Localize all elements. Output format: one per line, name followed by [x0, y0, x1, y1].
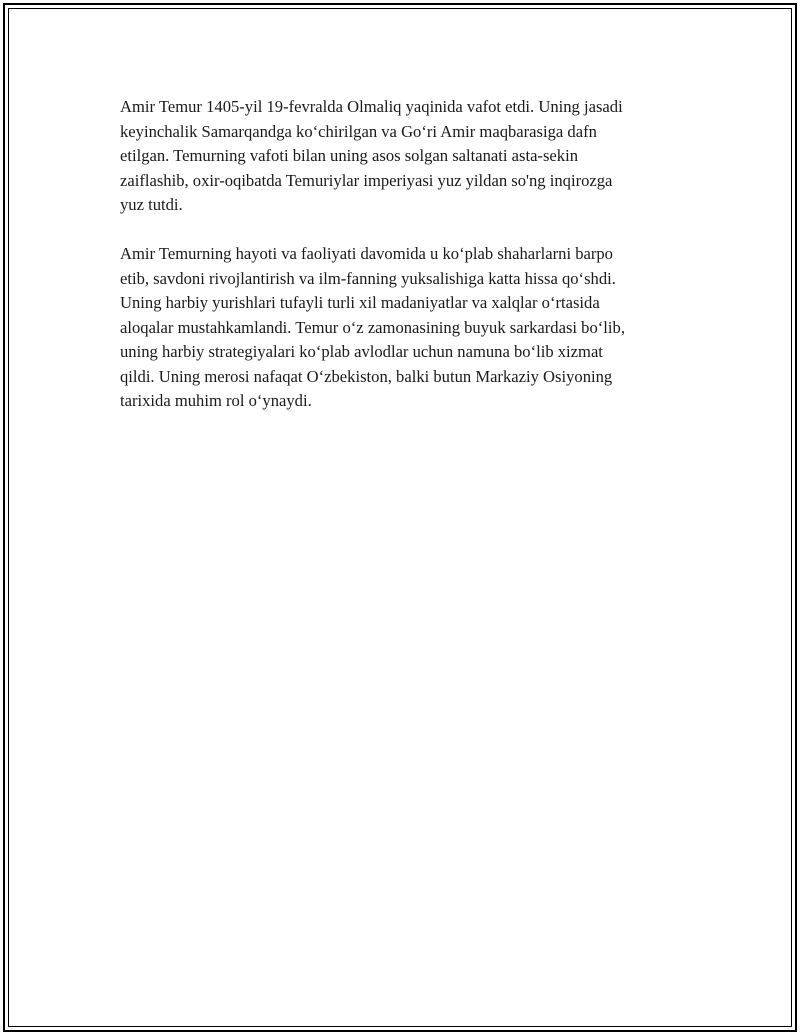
text-line: etilgan. Temurning vafoti bilan uning asos solgan saltanati asta-sekin [120, 146, 578, 165]
text-line: yuz tutdi. [120, 195, 183, 214]
text-line: zaiflashib, oxir-oqibatda Temuriylar imperiyasi yuz yildan so'ng inqirozga [120, 170, 613, 190]
paragraph-1 [120, 95, 710, 218]
text-line: keyinchalik Samarqandga ko‘chirilgan va Go‘ri Amir maqbarasiga dafn [120, 121, 597, 141]
text-line: aloqalar mustahkamlandi. Temur o‘z zamonasining buyuk sarkardasi bo‘lib, [120, 317, 625, 337]
text-line: qildi. Uning merosi nafaqat O‘zbekiston, balki butun Markaziy Osiyoning [120, 366, 613, 386]
text-line: etib, savdoni rivojlantirish va ilm-fanning yuksalishiga katta hissa qo‘shdi. [120, 268, 616, 288]
text-line: Uning harbiy yurishlari tufayli turli xil madaniyatlar va xalqlar o‘rtasida [120, 293, 600, 312]
paragraph-2 [120, 242, 710, 414]
text-line: uning harbiy strategiyalari ko‘plab avlodlar uchun namuna bo‘lib xizmat [120, 342, 603, 361]
text-line: tarixida muhim rol o‘ynaydi. [120, 391, 312, 410]
text-line: Amir Temur 1405-yil 19-fevralda Olmaliq yaqinida vafot etdi. Uning jasadi [120, 97, 623, 116]
document-body [120, 95, 710, 414]
page-frame [3, 3, 797, 1032]
text-line: Amir Temurning hayoti va faoliyati davomida u ko‘plab shaharlarni barpo [120, 244, 613, 263]
